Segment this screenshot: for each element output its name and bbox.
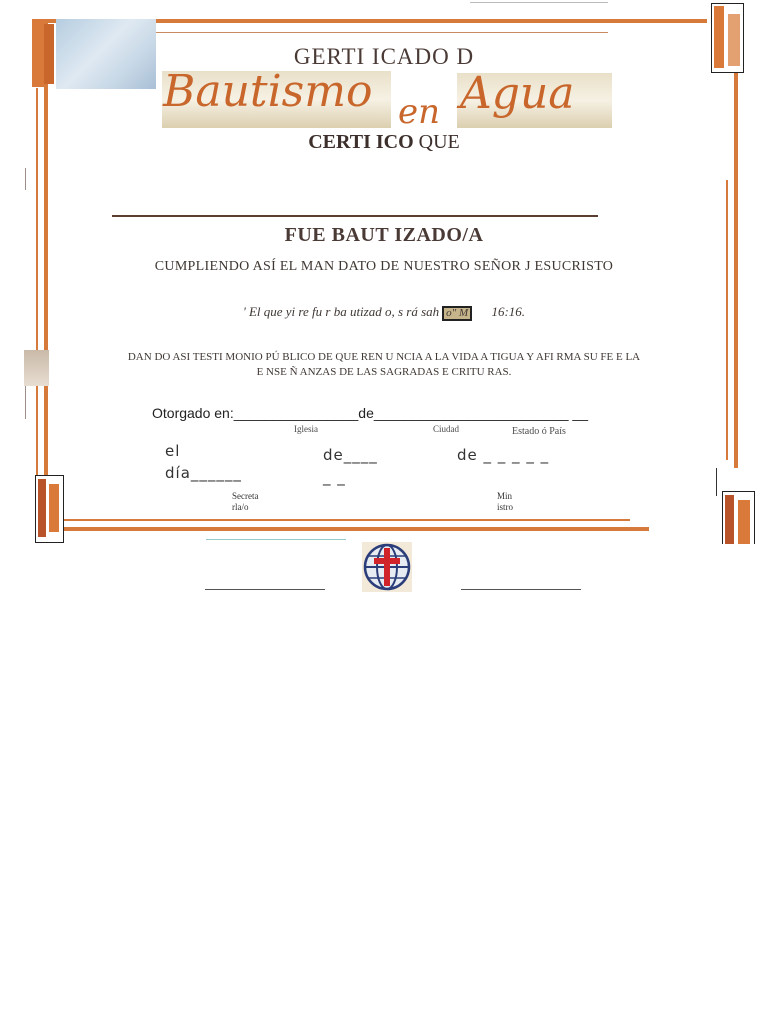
otorgado-en-field[interactable]: Otorgado en:________________de_________________________ __ [152, 405, 588, 421]
ministro-line-2: istro [497, 502, 514, 512]
script-word-bautismo: Bautismo [163, 66, 373, 117]
corner-bottom-left-block [35, 475, 64, 543]
certificate-heading: GERTI ICADO D [293, 44, 475, 69]
iglesia-caption: Iglesia [294, 424, 318, 434]
quote-part-1: ' El que yi re fu r ba utizad o, s rá sah [242, 304, 440, 319]
testimonio-line-2: E NSE Ñ ANZAS DE LAS SAGRADAS E CRITU RAS. [256, 366, 512, 378]
secretario-line-2: rla/o [232, 502, 249, 512]
ministro-line-1: Min [497, 491, 513, 501]
right-faint-line [716, 468, 717, 496]
dia-field[interactable]: día______ [165, 464, 242, 482]
de-anio-field[interactable]: de _ _ _ _ _ [457, 446, 550, 464]
el-label: el [165, 442, 181, 460]
certifica-bold: CERTI ICO [308, 131, 414, 153]
estado-caption: Estado ó País [512, 426, 566, 437]
name-line [112, 215, 598, 217]
left-faint-line [25, 168, 26, 190]
bible-quote [0, 304, 768, 321]
frame-bottom-faint-line [206, 539, 346, 540]
fue-bautizado-heading: FUE BAUT IZADO/A [284, 224, 484, 246]
testimonio-line-1: DAN DO ASI TESTI MONIO PÚ BLICO DE QUE REN U NCIA A LA VIDA A TIGUA Y AFI RMA SU FE E LA [127, 351, 641, 363]
cumpliendo-text: CUMPLIENDO ASÍ EL MAN DATO DE NUESTRO SEÑOR J ESUCRISTO [154, 259, 614, 274]
frame-bottom-line [62, 527, 649, 531]
quote-part-2: 16:16. [491, 304, 526, 319]
de-extra-field[interactable]: _ _ [323, 468, 346, 486]
globe-cross-icon [362, 542, 412, 592]
globe-cross-svg [362, 542, 412, 592]
certifica-rest: QUE [413, 131, 460, 153]
ciudad-caption: Ciudad [433, 424, 459, 434]
script-word-en: en [398, 92, 441, 132]
top-right-faint-line [470, 2, 608, 3]
frame-left-line [44, 19, 48, 477]
certifica-que-heading [0, 131, 768, 154]
secretario-label [232, 491, 258, 513]
secretario-line-1: Secreta [232, 491, 259, 501]
ministro-label [497, 491, 513, 513]
secretario-signature-line [205, 589, 325, 590]
corner-bottom-right-block [722, 491, 755, 544]
script-word-agua: Agua [460, 68, 575, 119]
quote-boxed-text: o" M [442, 306, 472, 321]
testimonio-text [110, 350, 658, 380]
frame-top-line-thin [155, 32, 608, 33]
frame-bottom-line-thin [62, 519, 630, 521]
ministro-signature-line [461, 589, 581, 590]
de-mes-field[interactable]: de____ [323, 446, 378, 464]
left-small-image [24, 350, 49, 386]
left-faint-line-2 [25, 385, 26, 419]
